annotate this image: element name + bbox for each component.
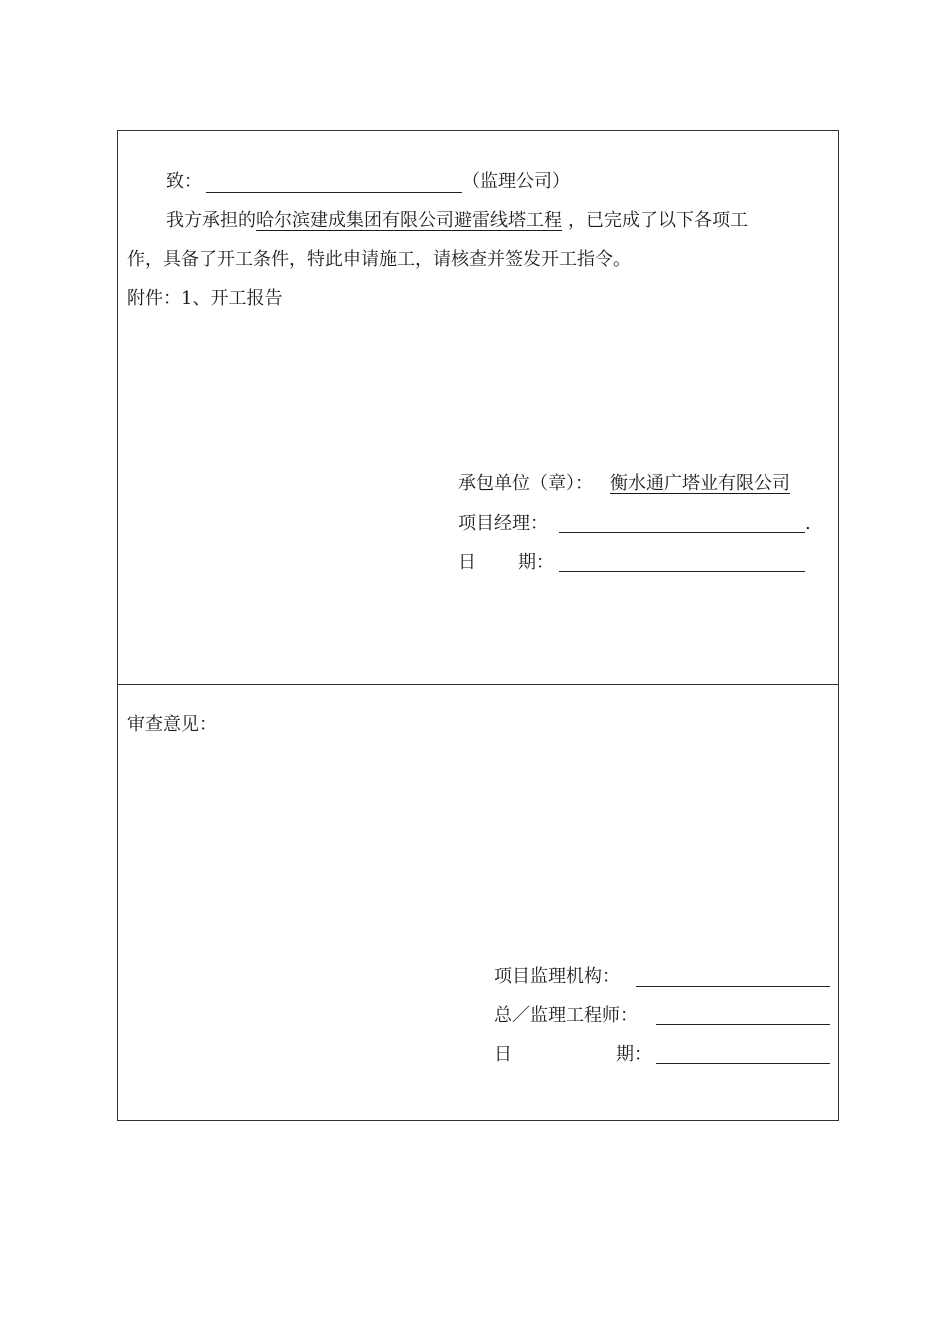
review-date-field[interactable] [656, 1063, 830, 1064]
supervision-org-field[interactable] [636, 986, 830, 987]
supervision-org-label: 项目监理机构： [494, 966, 620, 987]
contractor-label: 承包单位（章）： [458, 473, 593, 494]
manager-field[interactable] [559, 532, 805, 533]
review-date-char-2: 期： [616, 1044, 652, 1065]
body-prefix: 我方承担的 [166, 210, 256, 231]
attachment-label: 附件： [127, 288, 181, 309]
chief-engineer-label: 总／监理工程师： [494, 1005, 638, 1026]
attachment-item: 1、开工报告 [181, 288, 283, 309]
attachment-line [127, 287, 282, 311]
application-date-field[interactable] [559, 571, 805, 572]
manager-trailing: . [805, 513, 811, 534]
body-line-1 [166, 209, 748, 233]
date-label-char-1: 日 [458, 552, 476, 573]
body-line-2: 作，具备了开工条件，特此申请施工，请核查并签发开工指令。 [127, 249, 631, 270]
body-suffix: ，已完成了以下各项工 [568, 210, 748, 231]
date-label-char-2: 期： [518, 552, 554, 573]
construction-application-form [117, 130, 839, 1121]
review-date-char-1: 日 [494, 1044, 512, 1065]
contractor-value: 衡水通广塔业有限公司 [610, 473, 790, 494]
project-name: 哈尔滨建成集团有限公司避雷线塔工程 [256, 210, 562, 231]
chief-engineer-field[interactable] [656, 1024, 830, 1025]
manager-label: 项目经理： [458, 513, 548, 534]
supervision-company-field[interactable] [206, 192, 462, 193]
to-label: 致： [166, 171, 202, 192]
section-divider [118, 684, 838, 685]
to-suffix: （监理公司） [462, 171, 570, 192]
review-opinion-label: 审查意见： [127, 714, 217, 735]
